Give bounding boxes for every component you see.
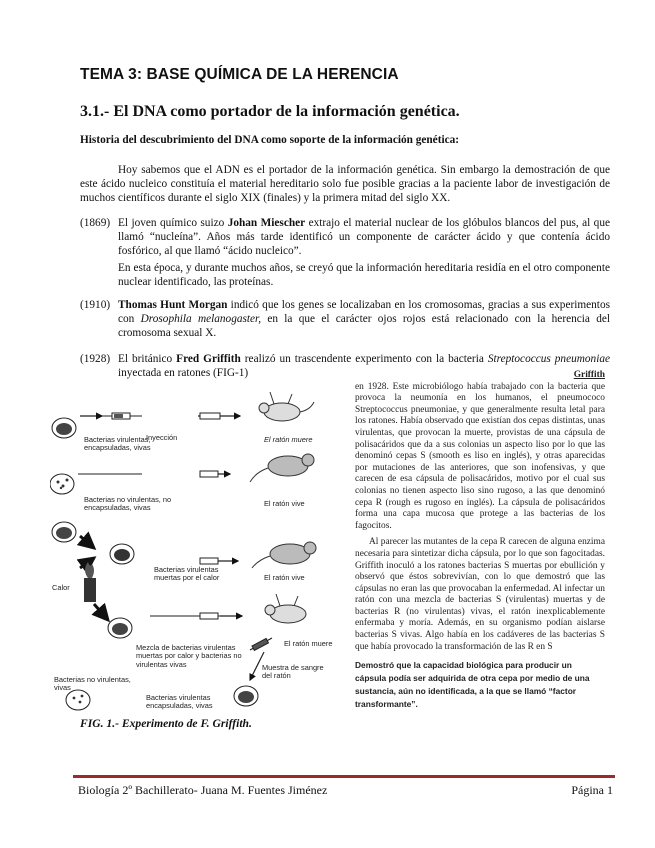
label-row2-result: El ratón vive: [264, 499, 305, 508]
scientist-name: Fred Griffith: [176, 353, 241, 365]
footer-page-number: Página 1: [571, 783, 613, 797]
label-row2-bacteria: Bacterias no virulentas, no encapsuladas, vivas: [84, 495, 172, 513]
timeline-entry-1910: [80, 298, 610, 341]
entry-paragraph: El joven químico suizo Johan Miescher extrajo el material nuclear de los glóbulos blancos del pus, al que llamó “nucleína”. Años más tarde identificó un componente de carácter ácido y que contenía ácido fosfórico, al que llamó “ácido nucleico”.: [118, 217, 610, 258]
griffith-sidebar: [355, 370, 605, 711]
scientist-name: Johan Miescher: [227, 217, 306, 229]
footer-author: Biología 2º Bachillerato- Juana M. Fuentes Jiménez: [78, 783, 328, 797]
heat-flame-icon: [84, 562, 96, 602]
petri-dish-dead-bacteria: [110, 544, 134, 564]
live-mouse-icon: [252, 542, 316, 568]
entry-paragraph: En esta época, y durante muchos años, se creyó que la información hereditaria residía en el otro componente nuclear identificado, las proteínas.: [118, 261, 610, 288]
label-row1-bacteria: Bacterias virulentas, encapsuladas, vivas: [84, 435, 151, 453]
label-row1-result: El ratón muere: [264, 435, 313, 444]
entry-paragraph: El británico Fred Griffith realizó un trascendente experimento con la bacteria Streptococcus pneumoniae inyectada en ratones (FIG-1): [118, 353, 610, 380]
syringe-icon: [250, 638, 272, 650]
section-title: 3.1.- El DNA como portador de la información genética.: [80, 103, 460, 120]
sidebar-conclusion: Demostró que la capacidad biológica para producir un cápsula podía ser adquirida de otra cepa por medio de una sustancia, aún no identificada, a la que se llamó “factor transformante”.: [355, 660, 590, 710]
entry-year: (1869): [80, 217, 111, 229]
label-bottom-center: Bacterias virulentas encapsuladas, vivas: [146, 693, 213, 711]
sidebar-paragraph: en 1928. Este microbiólogo había trabajado con la bacteria que provoca la neumonía en los humanos, el pneumococo Streptococcus pneumoniae, y que generalmente resulta letal para los ratones. Había observado que existían dos cepas distintas, unas virulentas, que provocan la muerte, provistas de una cápsula de polisacáridos que da a sus colonias un aspecto liso por lo que las denominó cepas S (smooth es liso en inglés), y otras aparecidas por mutaciones de las anteriores, que son inofensivas, y que carecen de esa cápsula de polisacáridos, motivo por el cual sus colonias no tienen aspecto liso sino rugoso, a las que denominó cepa R (rough es rugoso en inglés). La cápsula de polisacáridos forma una capa mucosa que protege a las bacterias de los fagocitos.: [355, 381, 605, 531]
petri-dish-heat-killed: [52, 522, 76, 542]
scientist-name: Thomas Hunt Morgan: [118, 299, 228, 311]
label-bottom-left: Bacterias no virulentas, vivas: [54, 675, 131, 693]
label-mix: Mezcla de bacterias virulentas muertas por calor y bacterias no virulentas vivas: [136, 643, 242, 669]
griffith-experiment-figure: [50, 378, 350, 716]
footer-rule: [73, 775, 615, 778]
label-blood-sample: Muestra de sangre del ratón: [262, 663, 324, 681]
intro-paragraph: Hoy sabemos que el ADN es el portador de la información genética. Sin embargo la demostración de que este ácido nucleico constituía el material hereditario solo fue posible gracias a la paciente labor de investigación de muchos científicos durante el siglo XIX (finales) y la primera mitad del siglo XX.: [80, 164, 610, 205]
species-name: Drosophila melanogaster,: [140, 313, 262, 326]
petri-dish-virulent: [52, 418, 76, 438]
entry-paragraph: Thomas Hunt Morgan indicó que los genes se localizaban en los cromosomas, gracias a sus experimentos con Drosophila melanogaster, en la que el carácter ojos rojos está relacionado con la herencia del cromosoma sexual X.: [118, 299, 610, 340]
dead-mouse-icon: [259, 392, 314, 421]
label-row3-bacteria: Bacterias virulentas muertas por el calor: [154, 565, 220, 583]
sidebar-paragraph: Al parecer las mutantes de la cepa R carecen de alguna enzima necesaria para sintetizar dicha cápsula, por lo que son fagocitadas. Griffith inoculó a los ratones bacterias S muertas por ebullición y observó que éstos sobrevivían, con lo que demostró que las cápsulas no eran las que provocaban la enfermedad. Al infectar un ratón con una mezcla de bacterias S (virulentas) muertas y de bacterias R (no virulentas) vivas, el ratón inexplicablemente enfermaba y moría. Además, en su organismo podían aislarse bacterias S vivas. Algo había en los cadáveres de las bacterias S que había provocado la transformación de las R en S: [355, 537, 605, 652]
petri-dish-result-left: [66, 690, 90, 710]
live-mouse-icon: [250, 454, 314, 482]
petri-dish-non-virulent: [50, 474, 74, 494]
petri-dish-result-right: [234, 686, 258, 706]
entry-year: (1928): [80, 353, 111, 365]
label-row4-result: El ratón muere: [284, 639, 333, 648]
sidebar-title: Griffith: [573, 370, 605, 380]
syringe-icon: [80, 413, 142, 419]
entry-year: (1910): [80, 299, 111, 311]
dead-mouse-icon: [265, 594, 306, 623]
timeline-entry-1869: [80, 216, 610, 289]
species-name: Streptococcus pneumoniae: [487, 353, 610, 365]
label-injection: Inyección: [146, 433, 178, 442]
main-heading: TEMA 3: BASE QUÍMICA DE LA HERENCIA: [80, 66, 399, 83]
figure-caption: FIG. 1.- Experimento de F. Griffith.: [80, 717, 252, 730]
petri-dish-mix: [108, 618, 132, 638]
label-heat: Calor: [52, 583, 70, 592]
label-row3-result: El ratón vive: [264, 573, 305, 582]
subsection-title: Historia del descubrimiento del DNA como soporte de la información genética:: [80, 134, 460, 146]
